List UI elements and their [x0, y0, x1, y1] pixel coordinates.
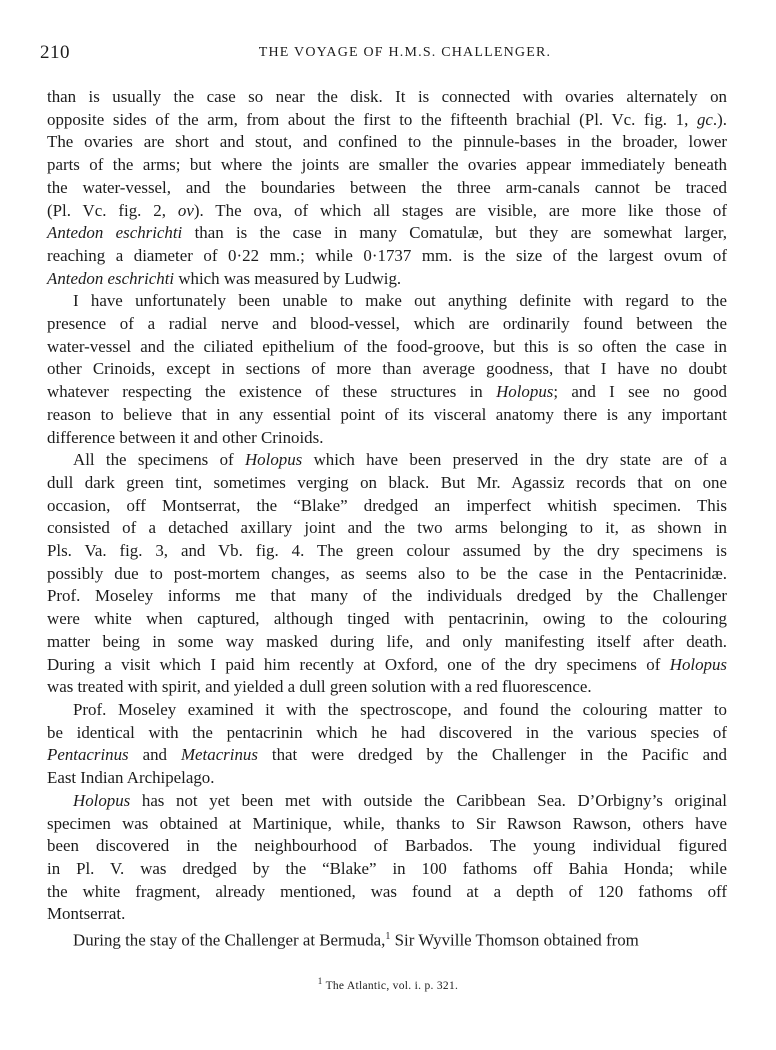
text-line: Montserrat. [47, 904, 126, 924]
page-number: 210 [40, 42, 70, 63]
paragraph [47, 790, 727, 926]
text-line: was treated with spirit, and yielded a dull green solution with a red fluorescence. [47, 677, 592, 697]
text-line: reason to believe that in any essential point of its visceral anatomy there is any important [47, 404, 727, 424]
italic-term: Holopus [669, 654, 727, 674]
paragraph [47, 290, 727, 449]
text-line: Pentacrinus and Metacrinus that were dredged by the Challenger in the Pacific and [47, 745, 727, 765]
text-line: be identical with the pentacrinin which he had discovered in the various species of [47, 722, 727, 742]
text-line: were white when captured, although tinged with pentacrinin, owing to the colouring [47, 609, 727, 629]
text-line: dull dark green tint, sometimes verging on black. But Mr. Agassiz records that on one [47, 472, 727, 492]
text-line: possibly due to post-mortem changes, as seems also to be the case in the Pentacrinidæ. [47, 563, 727, 583]
text-line: reaching a diameter of 0·22 mm.; while 0·1737 mm. is the size of the largest ovum of [47, 245, 727, 265]
text-line: Antedon eschrichti which was measured by Ludwig. [47, 268, 402, 288]
text-line: occasion, off Montserrat, the “Blake” dredged an imperfect whitish specimen. This [47, 495, 727, 515]
text-line: Holopus has not yet been met with outside the Caribbean Sea. D’Orbigny’s original [73, 790, 727, 810]
text-line: During the stay of the Challenger at Bermuda,$^1$ Sir Wyville Thomson obtained from [73, 930, 639, 950]
text-line: in Pl. V. was dredged by the “Blake” in 100 fathoms off Bahia Honda; while [47, 858, 727, 878]
italic-term: Antedon eschrichti [47, 268, 175, 288]
footnote-marker: 1 [317, 976, 323, 986]
paragraph [47, 926, 727, 952]
text-line: Antedon eschrichti than is the case in many Comatulæ, but they are somewhat larger, [47, 223, 727, 243]
text-line: whatever respecting the existence of these structures in Holopus; and I see no good [47, 382, 727, 402]
footnote [0, 976, 776, 992]
paragraph [47, 449, 727, 699]
text-line: water-vessel and the ciliated epithelium of the food-groove, but this is so often the case in [47, 336, 727, 356]
paragraph [47, 86, 727, 290]
text-line: consisted of a detached axillary joint and the two arms belonging to it, as shown in [47, 518, 727, 538]
italic-term: Pentacrinus [47, 745, 129, 765]
text-line: presence of a radial nerve and blood-vessel, which are ordinarily found between the [47, 314, 727, 334]
text-line: other Crinoids, except in sections of more than average goodness, that I have no doubt [47, 359, 727, 379]
text-line: Prof. Moseley informs me that many of the individuals dredged by the Challenger [47, 586, 727, 606]
text-line: been discovered in the neighbourhood of Barbados. The young individual figured [47, 836, 727, 856]
italic-term: Holopus [496, 382, 554, 402]
text-line: specimen was obtained at Martinique, while, thanks to Sir Rawson Rawson, others have [47, 813, 727, 833]
text-line: East Indian Archipelago. [47, 768, 215, 788]
text-line: the water-vessel, and the boundaries between the three arm-canals cannot be traced [47, 177, 727, 197]
page-header [40, 42, 740, 68]
footnote-text: The Atlantic, vol. i. p. 321. [325, 979, 459, 992]
text-line: matter being in some way masked during life, and only manifesting itself after death. [47, 631, 727, 651]
text-line: Pls. Va. fig. 3, and Vb. fig. 4. The green colour assumed by the dry specimens is [47, 541, 727, 561]
body-text [47, 86, 727, 952]
text-line: Prof. Moseley examined it with the spectroscope, and found the colouring matter to [73, 699, 727, 719]
italic-term: ov [177, 200, 194, 220]
italic-term: Metacrinus [180, 745, 258, 765]
paragraph [47, 699, 727, 790]
text-line: All the specimens of Holopus which have been preserved in the dry state are of a [73, 450, 727, 470]
text-line: The ovaries are short and stout, and confined to the pinnule-bases in the broader, lower [47, 132, 727, 152]
italic-term: gc [696, 109, 713, 129]
text-line: (Pl. Vc. fig. 2, ov). The ova, of which all stages are visible, are more like those of [47, 200, 727, 220]
text-line: than is usually the case so near the disk. It is connected with ovaries alternately on [47, 87, 727, 106]
text-line: During a visit which I paid him recently at Oxford, one of the dry specimens of Holopus [47, 654, 727, 674]
italic-term: Holopus [73, 790, 131, 810]
text-line: the white fragment, already mentioned, was found at a depth of 120 fathoms off [47, 881, 727, 901]
italic-term: Antedon eschrichti [47, 223, 183, 243]
text-line: difference between it and other Crinoids. [47, 427, 324, 447]
text-line: opposite sides of the arm, from about the first to the fifteenth brachial (Pl. Vc. fig. 1, gc.). [47, 109, 727, 129]
text-line: I have unfortunately been unable to make out anything definite with regard to the [73, 291, 727, 311]
running-title: THE VOYAGE OF H.M.S. CHALLENGER. [258, 45, 552, 60]
text-line: parts of the arms; but where the joints are smaller the ovaries appear immediately beneath [47, 155, 727, 175]
footnote-reference: 1 [385, 931, 391, 943]
italic-term: Holopus [244, 450, 303, 470]
